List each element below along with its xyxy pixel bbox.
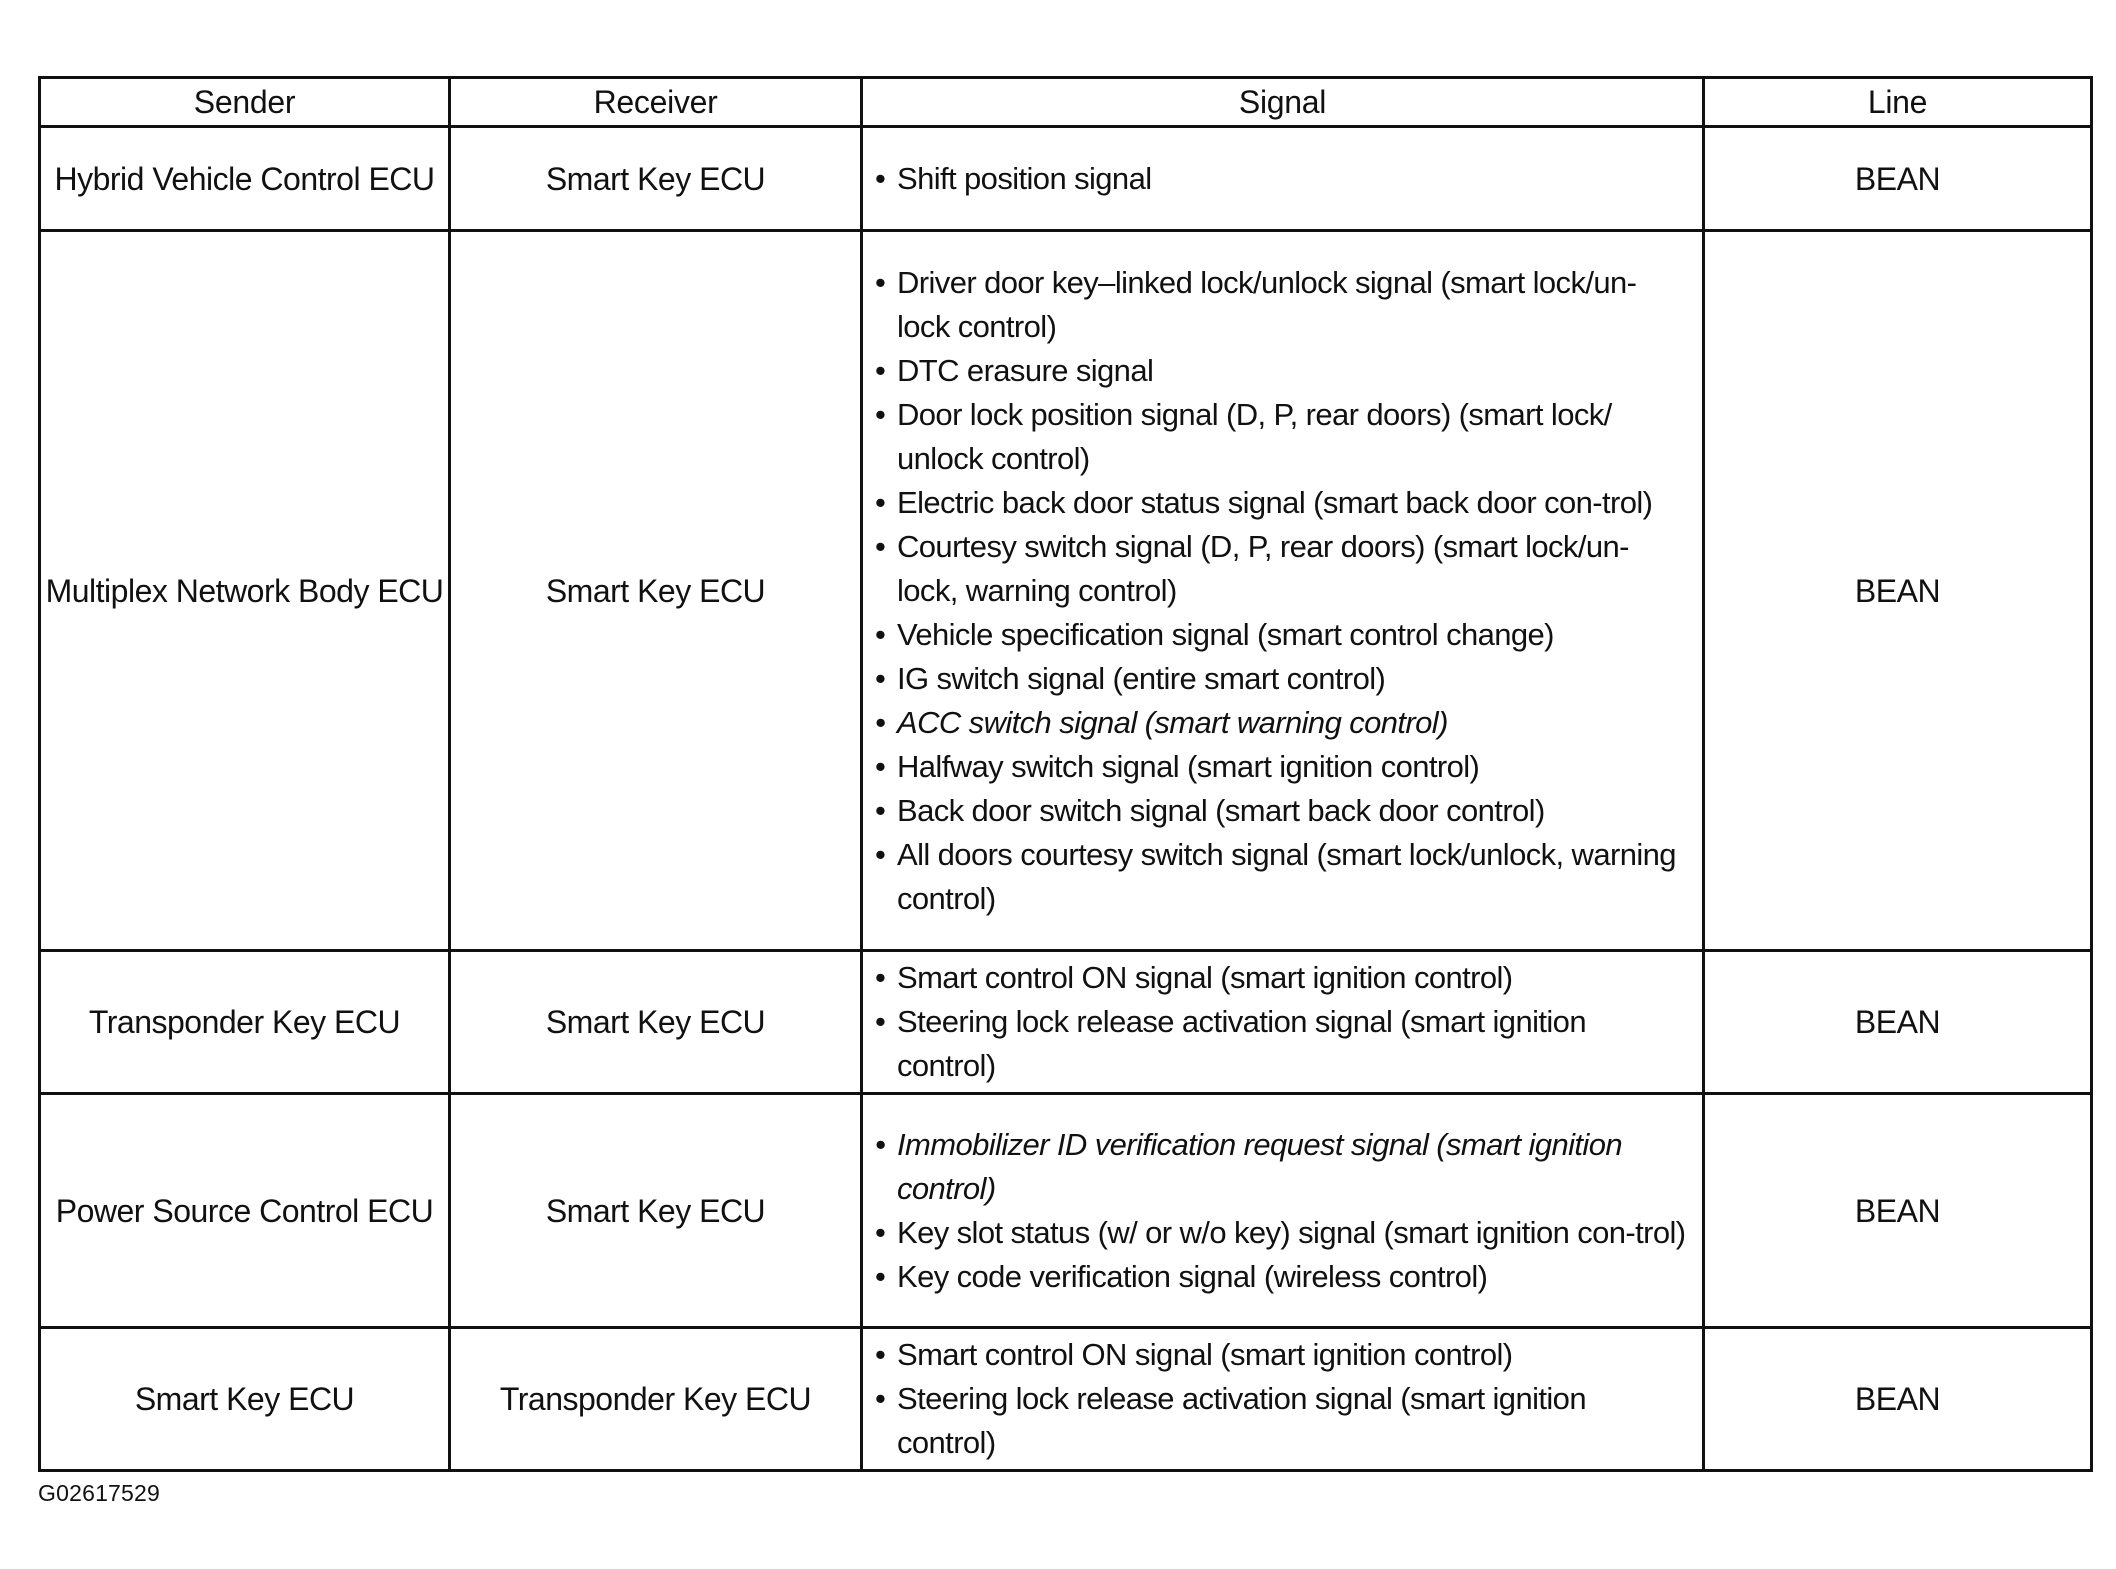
signal-item: • Smart control ON signal (smart ignition control) [875,956,1688,1000]
receiver-cell: Smart Key ECU [450,231,862,951]
sender-cell: Hybrid Vehicle Control ECU [40,127,450,231]
signal-item: • ACC switch signal (smart warning control) [875,701,1688,745]
signal-item: • IG switch signal (entire smart control) [875,657,1688,701]
signal-item: • Key slot status (w/ or w/o key) signal (smart ignition con-trol) [875,1211,1688,1255]
signal-item: • Immobilizer ID verification request signal (smart ignition control) [875,1123,1688,1211]
line-cell: BEAN [1704,1328,2092,1471]
sender-cell: Transponder Key ECU [40,951,450,1094]
signal-item: • Steering lock release activation signal (smart ignition control) [875,1377,1688,1465]
sender-cell: Multiplex Network Body ECU [40,231,450,951]
line-cell: BEAN [1704,231,2092,951]
signal-item: • Door lock position signal (D, P, rear doors) (smart lock/ unlock control) [875,393,1688,481]
line-cell: BEAN [1704,1094,2092,1328]
signal-item: • Electric back door status signal (smart back door con-trol) [875,481,1688,525]
signal-item: • DTC erasure signal [875,349,1688,393]
line-cell: BEAN [1704,951,2092,1094]
signal-list [875,261,1688,921]
receiver-cell: Smart Key ECU [450,1094,862,1328]
signal-list [875,1123,1688,1299]
table-row [40,951,2092,1094]
signal-item: • Shift position signal [875,157,1688,201]
signal-list [875,157,1688,201]
table-row [40,231,2092,951]
table-row [40,1328,2092,1471]
signal-list [875,1333,1688,1465]
receiver-cell: Smart Key ECU [450,127,862,231]
signal-cell [862,1094,1704,1328]
signal-item: • Vehicle specification signal (smart control change) [875,613,1688,657]
signal-item: • Steering lock release activation signal (smart ignition control) [875,1000,1688,1088]
signal-cell [862,1328,1704,1471]
sender-cell: Smart Key ECU [40,1328,450,1471]
signal-cell [862,951,1704,1094]
signal-item: • Back door switch signal (smart back door control) [875,789,1688,833]
signal-item: • Smart control ON signal (smart ignition control) [875,1333,1688,1377]
signal-item: • All doors courtesy switch signal (smart lock/unlock, warning control) [875,833,1688,921]
signal-item: • Key code verification signal (wireless control) [875,1255,1688,1299]
signal-item: • Halfway switch signal (smart ignition control) [875,745,1688,789]
line-cell: BEAN [1704,127,2092,231]
ecu-signal-table [38,76,2093,1472]
receiver-cell: Smart Key ECU [450,951,862,1094]
header-sender: Sender [40,78,450,127]
receiver-cell: Transponder Key ECU [450,1328,862,1471]
signal-item: • Driver door key–linked lock/unlock signal (smart lock/un-lock control) [875,261,1688,349]
header-signal: Signal [862,78,1704,127]
header-line: Line [1704,78,2092,127]
signal-cell [862,231,1704,951]
figure-id: G02617529 [38,1480,161,1506]
table-row [40,1094,2092,1328]
table-row [40,127,2092,231]
signal-cell [862,127,1704,231]
header-row [40,78,2092,127]
signal-item: • Courtesy switch signal (D, P, rear doors) (smart lock/un-lock, warning control) [875,525,1688,613]
header-receiver: Receiver [450,78,862,127]
signal-list [875,956,1688,1088]
sender-cell: Power Source Control ECU [40,1094,450,1328]
